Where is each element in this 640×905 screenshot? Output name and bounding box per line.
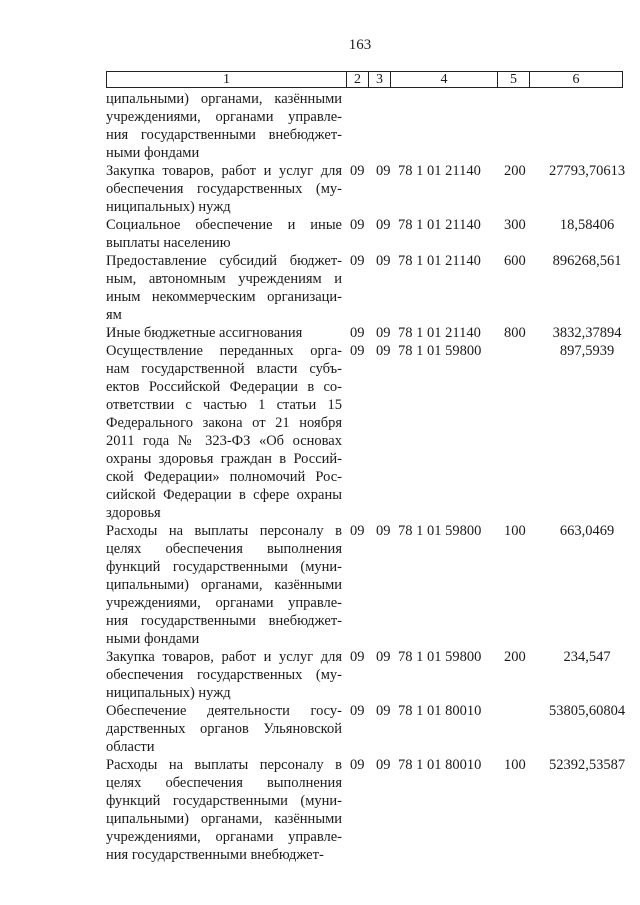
row-description: [106, 162, 342, 216]
row-description: [106, 756, 342, 864]
section-code: 09: [350, 325, 365, 341]
description-line: дарственных органов Ульяновской: [106, 721, 342, 737]
target-article-code: 78 1 01 59800: [398, 343, 482, 359]
amount-value: 18,58406: [559, 217, 615, 233]
description-line: нам государственной власти субъ-: [106, 361, 342, 377]
page-number: 163: [348, 37, 372, 53]
description-line: ципальными) органами, казёнными: [106, 811, 342, 827]
amount-value: 896268,561: [552, 253, 622, 269]
column-header-6: 6: [530, 72, 623, 88]
description-line: ципальными) органами, казёнными: [106, 91, 342, 107]
description-line: Расходы на выплаты персоналу в: [106, 523, 342, 539]
target-article-code: 78 1 01 80010: [398, 757, 482, 773]
description-line: Предоставление субсидий бюджет-: [106, 253, 342, 269]
target-article-code: 78 1 01 21140: [398, 217, 481, 233]
row-description: [106, 216, 342, 252]
expense-type-code: [504, 342, 538, 522]
expense-type-code: [504, 90, 538, 162]
column-header-4: 4: [391, 72, 498, 88]
description-line: Социальное обеспечение и иные: [106, 217, 342, 233]
amount-value: 663,0469: [559, 523, 615, 539]
target-article-code: 78 1 01 21140: [398, 163, 481, 179]
description-line: целях обеспечения выполнения: [106, 775, 342, 791]
expense-type-code: 100: [504, 757, 526, 773]
description-line: Закупка товаров, работ и услуг для: [106, 649, 342, 665]
target-article-code: 78 1 01 80010: [398, 703, 482, 719]
section-code: 09: [350, 343, 365, 359]
target-article-code: [398, 90, 504, 162]
description-line: сийской Федерации в сфере охраны: [106, 487, 342, 503]
column-header-table: [106, 71, 623, 88]
row-description: [106, 252, 342, 324]
subsection-code: 09: [376, 217, 391, 233]
expense-type-code: 300: [504, 217, 526, 233]
amount-value: 52392,53587: [548, 757, 626, 773]
description-line: ния государственными внебюджет-: [106, 613, 342, 629]
description-line: выплаты населению: [106, 235, 231, 251]
section-code: 09: [350, 757, 365, 773]
target-article-code: 78 1 01 21140: [398, 325, 481, 341]
description-line: обеспечения государственных (му-: [106, 667, 342, 683]
subsection-code: 09: [376, 703, 391, 719]
target-article-code: 78 1 01 21140: [398, 253, 481, 269]
description-line: Расходы на выплаты персоналу в: [106, 757, 342, 773]
target-article-code: 78 1 01 59800: [398, 649, 482, 665]
subsection-code: 09: [376, 163, 391, 179]
budget-table-body: [0, 90, 640, 864]
section-code: 09: [350, 253, 365, 269]
subsection-code: 09: [376, 649, 391, 665]
section-code: 09: [350, 163, 365, 179]
description-line: ципальными) органами, казёнными: [106, 577, 342, 593]
description-line: учреждениями, органами управле-: [106, 829, 342, 845]
expense-type-code: 600: [504, 253, 526, 269]
target-article-code: 78 1 01 59800: [398, 523, 482, 539]
description-line: учреждениями, органами управле-: [106, 109, 342, 125]
column-header-5: 5: [498, 72, 530, 88]
column-header-3: 3: [369, 72, 391, 88]
description-line: здоровья: [106, 505, 161, 521]
table-row: [0, 522, 640, 648]
description-line: Иные бюджетные ассигнования: [106, 325, 303, 341]
description-line: функций государственными (муни-: [106, 793, 342, 809]
subsection-code: [376, 90, 398, 162]
description-line: ными фондами: [106, 631, 200, 647]
description-line: ния государственными внебюджет-: [106, 127, 342, 143]
description-line: Осуществление переданных орга-: [106, 343, 342, 359]
description-line: ными фондами: [106, 145, 200, 161]
table-row: [0, 756, 640, 864]
amount-value: 3832,37894: [552, 325, 622, 341]
expense-type-code: 800: [504, 325, 526, 341]
section-code: 09: [350, 649, 365, 665]
description-line: ям: [106, 307, 122, 323]
expense-type-code: [504, 702, 538, 756]
amount-value: 27793,70613: [548, 163, 626, 179]
subsection-code: 09: [376, 325, 391, 341]
column-header-2: 2: [347, 72, 369, 88]
description-line: функций государственными (муни-: [106, 559, 342, 575]
section-code: [350, 90, 376, 162]
amount-value: 234,547: [563, 649, 611, 665]
description-line: Закупка товаров, работ и услуг для: [106, 163, 342, 179]
description-line: обеспечения государственных (му-: [106, 181, 342, 197]
expense-type-code: 200: [504, 163, 526, 179]
row-description: [106, 648, 342, 702]
table-row: [0, 648, 640, 702]
amount-value: 897,5939: [559, 343, 615, 359]
description-line: ской Федерации» полномочий Рос-: [106, 469, 342, 485]
amount-value: [538, 90, 636, 162]
table-row: [0, 252, 640, 324]
description-line: ектов Российской Федерации в со-: [106, 379, 342, 395]
section-code: 09: [350, 523, 365, 539]
expense-type-code: 100: [504, 523, 526, 539]
description-line: ния государственными внебюджет-: [106, 847, 324, 863]
description-line: иным некоммерческим организаци-: [106, 289, 342, 305]
subsection-code: 09: [376, 343, 391, 359]
subsection-code: 09: [376, 757, 391, 773]
table-row: [0, 702, 640, 756]
description-line: 2011 года № 323-ФЗ «Об основах: [106, 433, 342, 449]
row-description: [106, 702, 342, 756]
table-row: [0, 324, 640, 342]
row-description: [106, 324, 342, 342]
description-line: охраны здоровья граждан в Россий-: [106, 451, 342, 467]
column-header-1: 1: [107, 72, 347, 88]
table-row: [0, 342, 640, 522]
description-line: учреждениями, органами управле-: [106, 595, 342, 611]
description-line: ниципальных) нужд: [106, 199, 231, 215]
description-line: ниципальных) нужд: [106, 685, 231, 701]
description-line: Обеспечение деятельности госу-: [106, 703, 342, 719]
row-description: [106, 342, 342, 522]
row-description: [106, 90, 342, 162]
section-code: 09: [350, 703, 365, 719]
subsection-code: 09: [376, 523, 391, 539]
description-line: Федерального закона от 21 ноября: [106, 415, 342, 431]
table-row: [0, 162, 640, 216]
table-row: [0, 90, 640, 162]
description-line: области: [106, 739, 155, 755]
description-line: ответствии с частью 1 статьи 15: [106, 397, 342, 413]
amount-value: 53805,60804: [548, 703, 626, 719]
expense-type-code: 200: [504, 649, 526, 665]
subsection-code: 09: [376, 253, 391, 269]
description-line: целях обеспечения выполнения: [106, 541, 342, 557]
table-row: [0, 216, 640, 252]
section-code: 09: [350, 217, 365, 233]
row-description: [106, 522, 342, 648]
description-line: ным, автономным учреждениям и: [106, 271, 342, 287]
